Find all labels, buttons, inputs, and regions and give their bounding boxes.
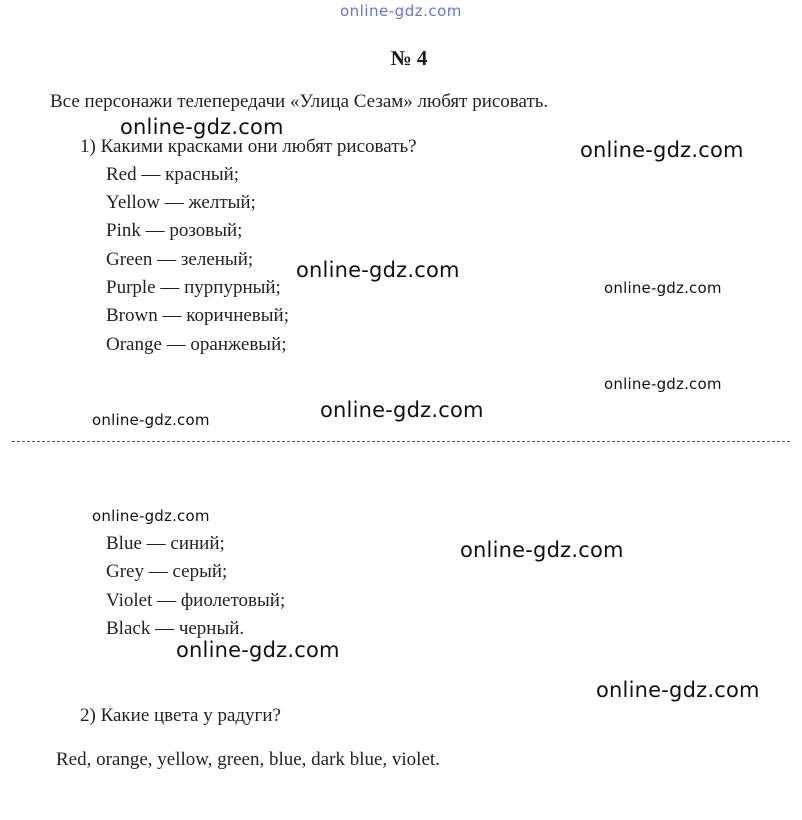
watermark: online-gdz.com [176,638,340,662]
color-item-blue: Blue — синий; [106,533,225,554]
color-item-grey: Grey — серый; [106,561,228,582]
watermark: online-gdz.com [460,538,624,562]
color-item-black: Black — черный. [106,618,245,639]
exercise-title: № 4 [390,46,428,70]
color-item-purple: Purple — пурпурный; [106,277,281,298]
page-break-divider [12,441,790,442]
intro-text: Все персонажи телепередачи «Улица Сезам» любят рисовать. [50,91,549,112]
color-item-violet: Violet — фиолетовый; [106,590,286,611]
watermark: online-gdz.com [604,375,722,393]
watermark: online-gdz.com [296,258,460,282]
color-item-orange: Orange — оранжевый; [106,334,287,355]
question-1: 1) Какими красками они любят рисовать? [80,136,417,157]
watermark-top: online-gdz.com [340,2,462,20]
color-item-pink: Pink — розовый; [106,220,243,241]
question-2: 2) Какие цвета у радуги? [80,705,281,726]
watermark: online-gdz.com [596,678,760,702]
color-item-yellow: Yellow — желтый; [106,192,256,213]
watermark: online-gdz.com [580,138,744,162]
watermark: online-gdz.com [92,507,210,525]
answer-2: Red, orange, yellow, green, blue, dark blue, violet. [56,749,440,770]
watermark: online-gdz.com [320,398,484,422]
color-item-brown: Brown — коричневый; [106,305,289,326]
color-item-red: Red — красный; [106,164,240,185]
color-item-green: Green — зеленый; [106,249,254,270]
watermark: online-gdz.com [92,411,210,429]
watermark: online-gdz.com [120,115,284,139]
watermark: online-gdz.com [604,279,722,297]
